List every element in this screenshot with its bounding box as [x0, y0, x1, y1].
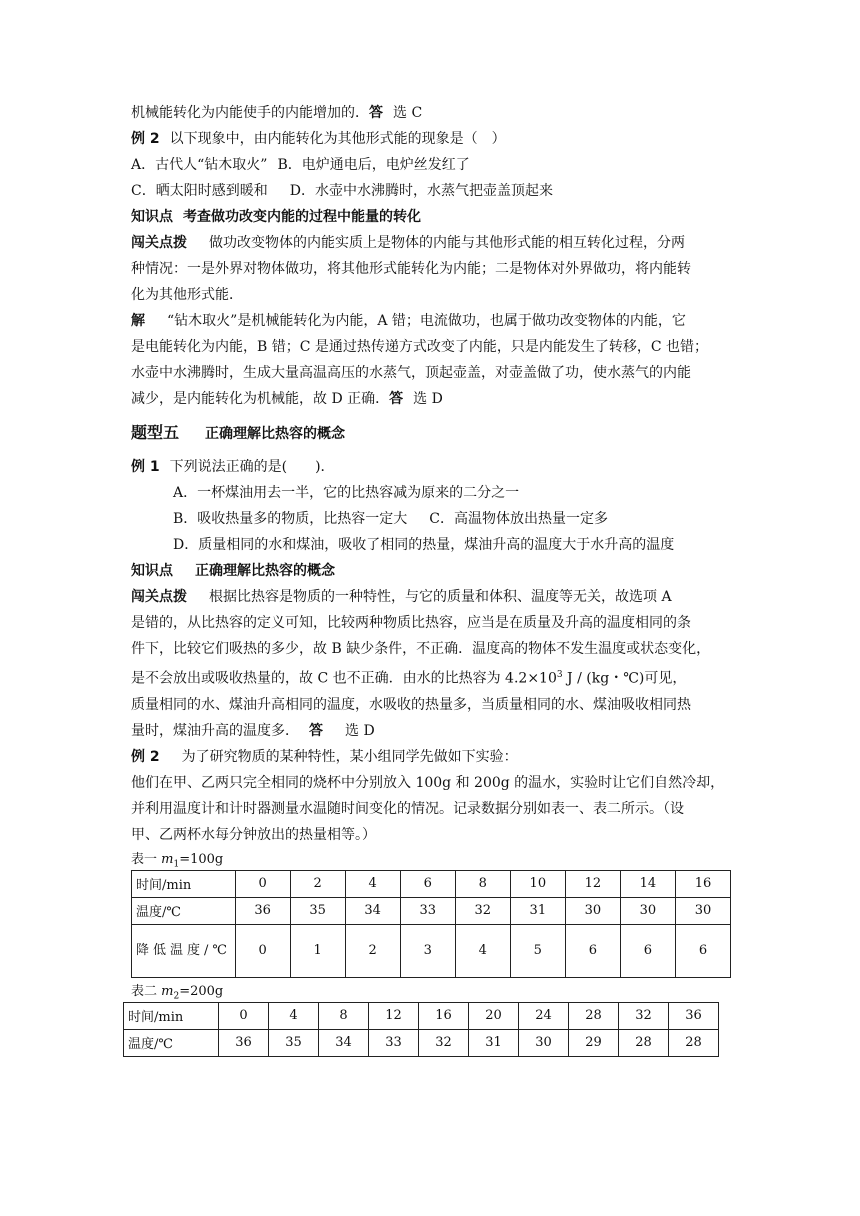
- solution-line: “钻木取火”是机械能转化为内能，A 错；电流做功，也属于做功改变物体的内能，它: [167, 313, 686, 329]
- table-cell-temp: 34: [319, 1029, 369, 1056]
- table-cell-drop: 3: [400, 924, 455, 977]
- caption-var: m: [161, 983, 174, 999]
- row-header: 温度/℃: [124, 1029, 219, 1056]
- knowledge-text: 正确理解比热容的概念: [195, 563, 335, 579]
- table-cell-time: 32: [619, 1002, 669, 1029]
- experiment-line: 并利用温度计和计时器测量水温随时间变化的情况。记录数据分别如表一、表二所示。（设: [131, 800, 684, 817]
- table-cell-time: 20: [469, 1002, 519, 1029]
- table-cell-drop: 4: [455, 924, 510, 977]
- table-cell-drop: 6: [675, 924, 730, 977]
- table-cell-time: 4: [269, 1002, 319, 1029]
- table-cell-temp: 30: [565, 897, 620, 924]
- table-cell-temp: 28: [669, 1029, 719, 1056]
- row-header: 降低温度/℃: [132, 924, 236, 977]
- table-2-caption: [131, 982, 731, 1002]
- table-cell-drop: 1: [290, 924, 345, 977]
- table-cell-drop: 6: [620, 924, 675, 977]
- table-cell-temp: 33: [400, 897, 455, 924]
- hint-line: 化为其他形式能．: [131, 287, 243, 303]
- table-cell-time: 16: [419, 1002, 469, 1029]
- hint-label: 闯关点拨: [131, 235, 187, 251]
- option-a-text: A．一杯煤油用去一半，它的比热容减为原来的二分之一: [173, 485, 520, 501]
- options-ab: [131, 152, 731, 178]
- table-cell-drop: 2: [345, 924, 400, 977]
- table-row-temp: [132, 897, 731, 924]
- table-cell-time: 8: [319, 1002, 369, 1029]
- table-cell-temp: 36: [235, 897, 290, 924]
- table-cell-time: 8: [455, 870, 510, 897]
- option-a: A．古代人“钻木取火”: [131, 157, 268, 173]
- table-cell-time: 14: [620, 870, 675, 897]
- options-bc: [131, 506, 731, 532]
- table-cell-temp: 30: [675, 897, 730, 924]
- solution-line: 是电能转化为内能，B 错；C 是通过热传递方式改变了内能，只是内能发生了转移，C 也错；: [131, 339, 709, 355]
- table-cell-time: 0: [219, 1002, 269, 1029]
- table-cell-drop: 0: [235, 924, 290, 977]
- table-cell-temp: 30: [620, 897, 675, 924]
- answer-text: 机械能转化为内能使手的内能增加的．: [131, 105, 369, 121]
- exponent: 3: [556, 670, 563, 680]
- hint-line: 是不会放出或吸收热量的，故 C 也不正确．由水的比热容为 4.2×10: [131, 670, 557, 687]
- table-cell-temp: 30: [519, 1029, 569, 1056]
- option-d-text: D．质量相同的水和煤油，吸收了相同的热量，煤油升高的温度大于水升高的温度: [173, 537, 675, 553]
- solution-paragraph: [131, 308, 731, 412]
- hint-label: 闯关点拨: [131, 589, 187, 605]
- row-header: 时间/min: [124, 1002, 219, 1029]
- experiment-line: 他们在甲、乙两只完全相同的烧杯中分别放入 100g 和 200g 的温水，实验时让它们自然冷却，: [131, 774, 725, 791]
- table-cell-temp: 35: [290, 897, 345, 924]
- solution-line: 减少，是内能转化为机械能，故 D 正确．: [131, 391, 390, 407]
- document-page: [128, 100, 731, 1057]
- table-cell-temp: 32: [455, 897, 510, 924]
- table-cell-time: 24: [519, 1002, 569, 1029]
- hint-paragraph: [131, 584, 731, 744]
- row-header: 温度/℃: [132, 897, 236, 924]
- s5-example-1-question: [131, 454, 731, 480]
- answer-choice: 选 D: [345, 722, 375, 739]
- hint-line: 是错的，从比热容的定义可知，比较两种物质比热容，应当是在质量及升高的温度相同的条: [131, 615, 691, 631]
- table-cell-drop: 5: [510, 924, 565, 977]
- table-row-temp: [124, 1029, 719, 1056]
- hint-line: 件下，比较它们吸热的多少，故 B 缺少条件，不正确．温度高的物体不发生温度或状态变化，: [131, 641, 711, 657]
- question-text: 下列说法正确的是( )．: [169, 459, 335, 475]
- table-cell-temp: 31: [469, 1029, 519, 1056]
- table-1: [131, 870, 731, 978]
- section-subtitle: 正确理解比热容的概念: [205, 426, 346, 442]
- table-cell-temp: 32: [419, 1029, 469, 1056]
- hint-line: 做功改变物体的内能实质上是物体的内能与其他形式能的相互转化过程，分两: [209, 235, 685, 251]
- options-cd: [131, 178, 731, 204]
- example-label: 例 1: [131, 459, 160, 475]
- table-cell-temp: 34: [345, 897, 400, 924]
- question-text: 以下现象中，由内能转化为其他形式能的现象是（ ）: [169, 131, 506, 147]
- table-cell-time: 2: [290, 870, 345, 897]
- s5-example-2-intro: [131, 744, 731, 770]
- table-cell-temp: 31: [510, 897, 565, 924]
- knowledge-point: [131, 204, 731, 230]
- table-cell-time: 28: [569, 1002, 619, 1029]
- table-cell-time: 6: [400, 870, 455, 897]
- answer-label: 答: [309, 722, 323, 739]
- hint-line: 量时，煤油升高的温度多．: [131, 722, 299, 739]
- option-c: C．晒太阳时感到暖和: [131, 183, 268, 199]
- answer-label: 答: [369, 105, 383, 121]
- caption-sub: 2: [173, 991, 180, 1002]
- table-cell-time: 10: [510, 870, 565, 897]
- hint-paragraph: [131, 230, 731, 308]
- hint-line: 质量相同的水、煤油升高相同的温度，水吸收的热量多，当质量相同的水、煤油吸收相同热: [131, 696, 691, 713]
- table-cell-time: 12: [565, 870, 620, 897]
- table-cell-time: 4: [345, 870, 400, 897]
- option-d: [131, 532, 731, 558]
- row-header: 时间/min: [132, 870, 236, 897]
- table-2: [123, 1002, 719, 1057]
- caption-value: =200g: [179, 983, 224, 999]
- experiment-paragraph: [131, 770, 731, 848]
- knowledge-label: 知识点: [131, 209, 173, 225]
- hint-line: 根据比热容是物质的一种特性，与它的质量和体积、温度等无关，故选项 A: [209, 589, 672, 605]
- table-cell-temp: 28: [619, 1029, 669, 1056]
- experiment-line: 甲、乙两杯水每分钟放出的热量相等。）: [131, 826, 376, 843]
- example-2-question: [131, 126, 731, 152]
- solution-answer-label: 答: [389, 391, 404, 407]
- option-c: C．高温物体放出热量一定多: [429, 511, 609, 527]
- section-number: 题型五: [131, 423, 180, 442]
- option-a: [131, 480, 731, 506]
- knowledge-text: 考查做功改变内能的过程中能量的转化: [183, 209, 421, 225]
- option-b: B．电炉通电后，电炉丝发红了: [277, 157, 470, 173]
- solution-answer: 选 D: [413, 391, 443, 407]
- table-cell-temp: 29: [569, 1029, 619, 1056]
- table-row-time: [124, 1002, 719, 1029]
- caption-var: m: [161, 851, 174, 867]
- table-cell-time: 0: [235, 870, 290, 897]
- knowledge-label: 知识点: [131, 563, 173, 579]
- example-label: 例 2: [131, 131, 160, 147]
- option-d: D．水壶中水沸腾时，水蒸气把壶盖顶起来: [289, 183, 553, 199]
- solution-label: 解: [131, 313, 145, 329]
- table-cell-temp: 36: [219, 1029, 269, 1056]
- hint-line-unit: J / (kg・℃)可见，: [562, 670, 687, 687]
- caption-sub: 1: [173, 859, 180, 870]
- table-cell-temp: 33: [369, 1029, 419, 1056]
- answer-choice: 选 C: [393, 105, 423, 121]
- example-label: 例 2: [131, 748, 160, 765]
- table-cell-time: 36: [669, 1002, 719, 1029]
- table-row-drop: [132, 924, 731, 977]
- caption-prefix: 表一: [131, 851, 158, 867]
- table-1-caption: [131, 850, 731, 870]
- intro-text: 为了研究物质的某种特性，某小组同学先做如下实验：: [181, 748, 518, 765]
- caption-value: =100g: [179, 851, 224, 867]
- table-cell-time: 16: [675, 870, 730, 897]
- table-cell-time: 12: [369, 1002, 419, 1029]
- answer-line: [131, 100, 731, 126]
- table-row-time: [132, 870, 731, 897]
- table-cell-temp: 35: [269, 1029, 319, 1056]
- option-b: B．吸收热量多的物质，比热容一定大: [173, 511, 408, 527]
- knowledge-point: [131, 558, 731, 584]
- section-title: [131, 420, 731, 446]
- table-cell-drop: 6: [565, 924, 620, 977]
- solution-line: 水壶中水沸腾时，生成大量高温高压的水蒸气，顶起壶盖，对壶盖做了功，使水蒸气的内能: [131, 365, 691, 381]
- caption-prefix: 表二: [131, 983, 158, 999]
- hint-line: 种情况：一是外界对物体做功，将其他形式能转化为内能；二是物体对外界做功，将内能转: [131, 261, 691, 277]
